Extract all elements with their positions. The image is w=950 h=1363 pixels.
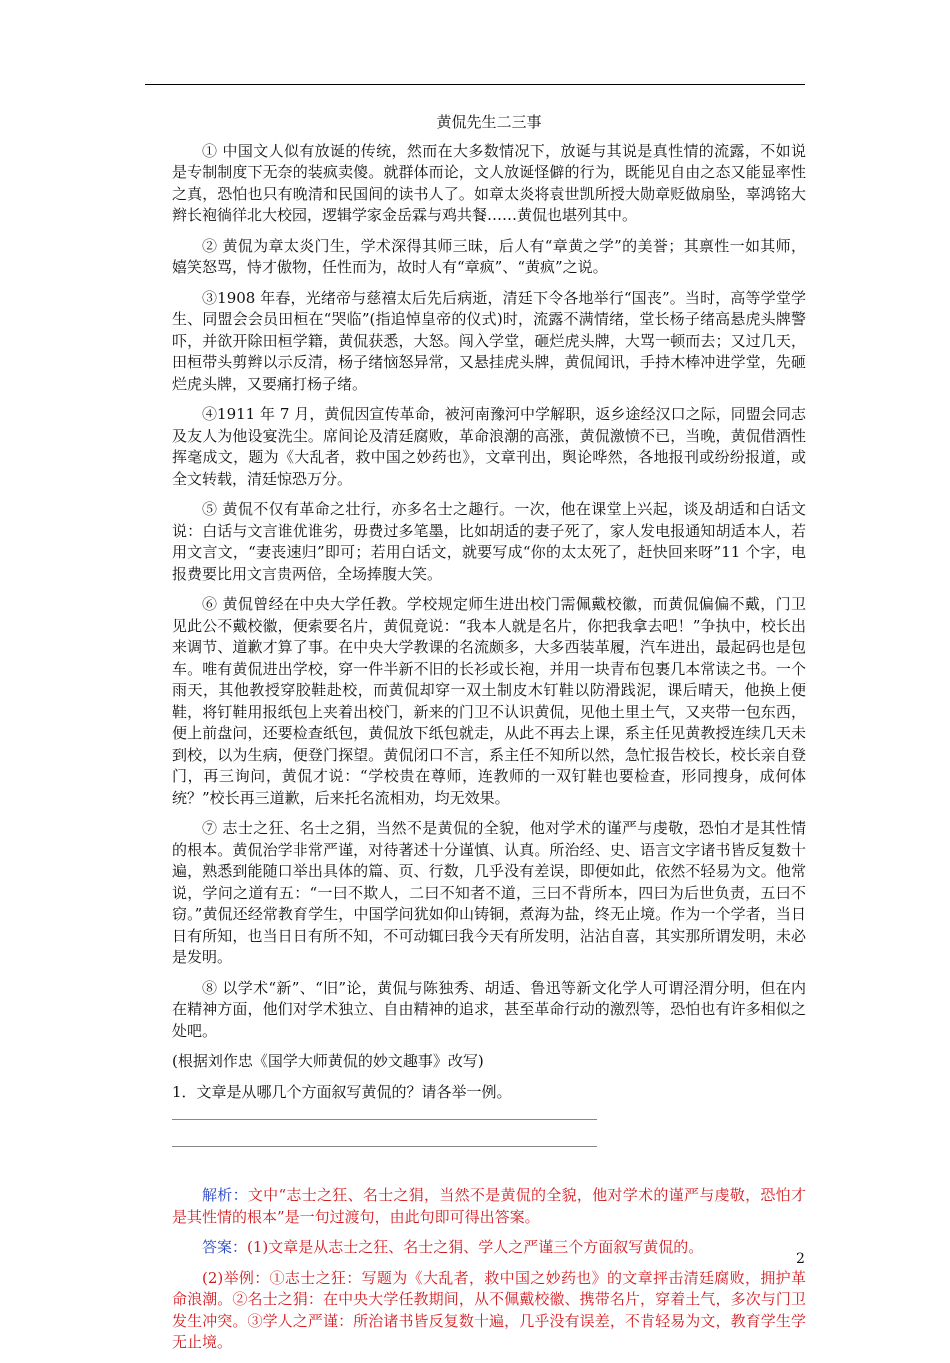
paragraph-6: ⑥ 黄侃曾经在中央大学任教。学校规定师生进出校门需佩戴校徽，而黄侃偏偏不戴，门卫见此公不戴校徽，便索要名片，黄侃竟说：“我本人就是名片，你把我拿去吧！”争执中，校长出来调节、道歉才算了事。在中央大学教课的名流颇多，大多西装革履，汽车进出，最起码也是包车。唯有黄侃进出学校，穿一件半新不旧的长衫或长袍，并用一块青布包裹几本常读之书。一个雨天，其他教授穿胶鞋赴校，而黄侃却穿一双土制皮木钉鞋以防滑践泥，课后晴天，他换上便鞋，将钉鞋用报纸包上夹着出校门，新来的门卫不认识黄侃，见他土里土气，又夹带一包东西，便上前盘问，还要检查纸包，黄侃放下纸包就走，从此不再去上课，系主任见黄教授连续几天未到校，以为生病，便登门探望。黄侃闭口不言，系主任不知所以然，急忙报告校长，校长亲自登门，再三询问，黄侃才说：“学校贵在尊师，连教师的一双钉鞋也要检查，形同搜身，成何体统？”校长再三道歉，后来托名流相劝，均无效果。	[172, 595, 806, 807]
article-title: 黄侃先生二三事	[436, 113, 542, 131]
paragraph-5: ⑤ 黄侃不仅有革命之壮行，亦多名士之趣行。一次，他在课堂上兴起，谈及胡适和白话文说：白话与文言谁优谁劣，毋费过多笔墨，比如胡适的妻子死了，家人发电报通知胡适本人，若用文言文，“妻丧速归”即可；若用白话文，就要写成“你的太太死了，赶快回来呀”11 个字，电报费要比用文言贵两倍，全场捧腹大笑。	[172, 500, 806, 583]
paragraph-2: ② 黄侃为章太炎门生，学术深得其师三昧，后人有“章黄之学”的美誉；其禀性一如其师，嬉笑怒骂，恃才傲物，任性而为，故时人有“章疯”、“黄疯”之说。	[172, 236, 806, 276]
analysis-label: 解析：	[202, 1186, 248, 1204]
paragraph-4: ④1911 年 7 月，黄侃因宣传革命，被河南豫河中学解职，返乡途经汉口之际，同盟会同志及友人为他设宴洗尘。席间论及清廷腐败，革命浪潮的高涨，黄侃激愤不已，当晚，黄侃借酒性挥毫成文，题为《大乱者，救中国之妙药也》，文章刊出，舆论哗然，各地报刊或纷纷报道，或全文转载，清廷惊恐万分。	[172, 405, 806, 488]
document-body	[172, 112, 806, 1363]
paragraph-1: ① 中国文人似有放诞的传统，然而在大多数情况下，放诞与其说是真性情的流露，不如说是专制制度下无奈的装疯卖傻。就群体而论，文人放诞怪僻的行为，既能见自由之态又能显率性之真，恐怕也只有晚清和民国间的读书人了。如章太炎将袁世凯所授大勋章贬做扇坠，辜鸿铭大辫长袍徜徉北大校园，逻辑学家金岳霖与鸡共餐……黄侃也堪列其中。	[172, 141, 806, 224]
source-note: (根据刘作忠《国学大师黄侃的妙文趣事》改写)	[172, 1052, 484, 1070]
analysis-block	[172, 1185, 806, 1228]
page-number: 2	[796, 1251, 805, 1267]
paragraph-7: ⑦ 志士之狂、名士之狷，当然不是黄侃的全貌，他对学术的谨严与虔敬，恐怕才是其性情的根本。黄侃治学非常严谨，对待著述十分谨慎、认真。所治经、史、语言文字诸书皆反复数十遍，熟悉到能随口举出具体的篇、页、行数，几乎没有差误，即便如此，依然不轻易为文。他常说，学问之道有五：“一曰不欺人，二曰不知者不道，三曰不背所本，四曰为后世负责，五曰不窃。”黄侃还经常教育学生，中国学问犹如仰山铸铜，煮海为盐，终无止境。作为一个学者，当日日有所知，也当日日有所不知，不可动辄曰我今天有所发明，沾沾自喜，其实那所谓发明，未必是发明。	[172, 819, 806, 966]
answer-part-1: (1)文章是从志士之狂、名士之狷、学人之严谨三个方面叙写黄侃的。	[247, 1238, 704, 1256]
paragraph-3: ③1908 年春，光绪帝与慈禧太后先后病逝，清廷下令各地举行“国丧”。当时，高等学堂学生、同盟会会员田桓在“哭临”(指追悼皇帝的仪式)时，流露不满情绪，堂长杨子绪高悬虎头牌警吓，并欲开除田桓学籍，黄侃获悉，大怒。闯入学堂，砸烂虎头牌，大骂一顿而去；又过几天，田桓带头剪辫以示反清，杨子绪恼怒异常，又悬挂虎头牌，黄侃闻讯，手持木棒冲进学堂，先砸烂虎头牌，又要痛打杨子绪。	[172, 288, 806, 393]
answer-blank-lines	[172, 1119, 806, 1147]
answer-part-2: (2)举例：①志士之狂：写题为《大乱者，救中国之妙药也》的文章抨击清廷腐败，拥护革命浪潮。②名士之狷：在中央大学任教期间，从不佩戴校徽、携带名片，穿着土气，多次与门卫发生冲突。③学人之严谨：所治诸书皆反复数十遍，几乎没有误差，不肯轻易为文，教育学生学无止境。	[172, 1268, 806, 1351]
paragraph-8: ⑧ 以学术“新”、“旧”论，黄侃与陈独秀、胡适、鲁迅等新文化学人可谓泾渭分明，但在内在精神方面，他们对学术独立、自由精神的追求，甚至革命行动的激烈等，恐怕也有许多相似之处吧。	[172, 978, 806, 1040]
question-1: 1．文章是从哪几个方面叙写黄侃的？请各举一例。	[172, 1082, 512, 1101]
header-rule	[145, 84, 805, 85]
answer-blank-line	[172, 1119, 597, 1120]
answer-block	[172, 1237, 806, 1259]
answer-label: 答案：	[202, 1238, 248, 1256]
answer-blank-line	[172, 1146, 597, 1147]
analysis-text: 文中“志士之狂、名士之狷，当然不是黄侃的全貌，他对学术的谨严与虔敬，恐怕才是其性情的根本”是一句过渡句，由此句即可得出答案。	[172, 1186, 806, 1226]
